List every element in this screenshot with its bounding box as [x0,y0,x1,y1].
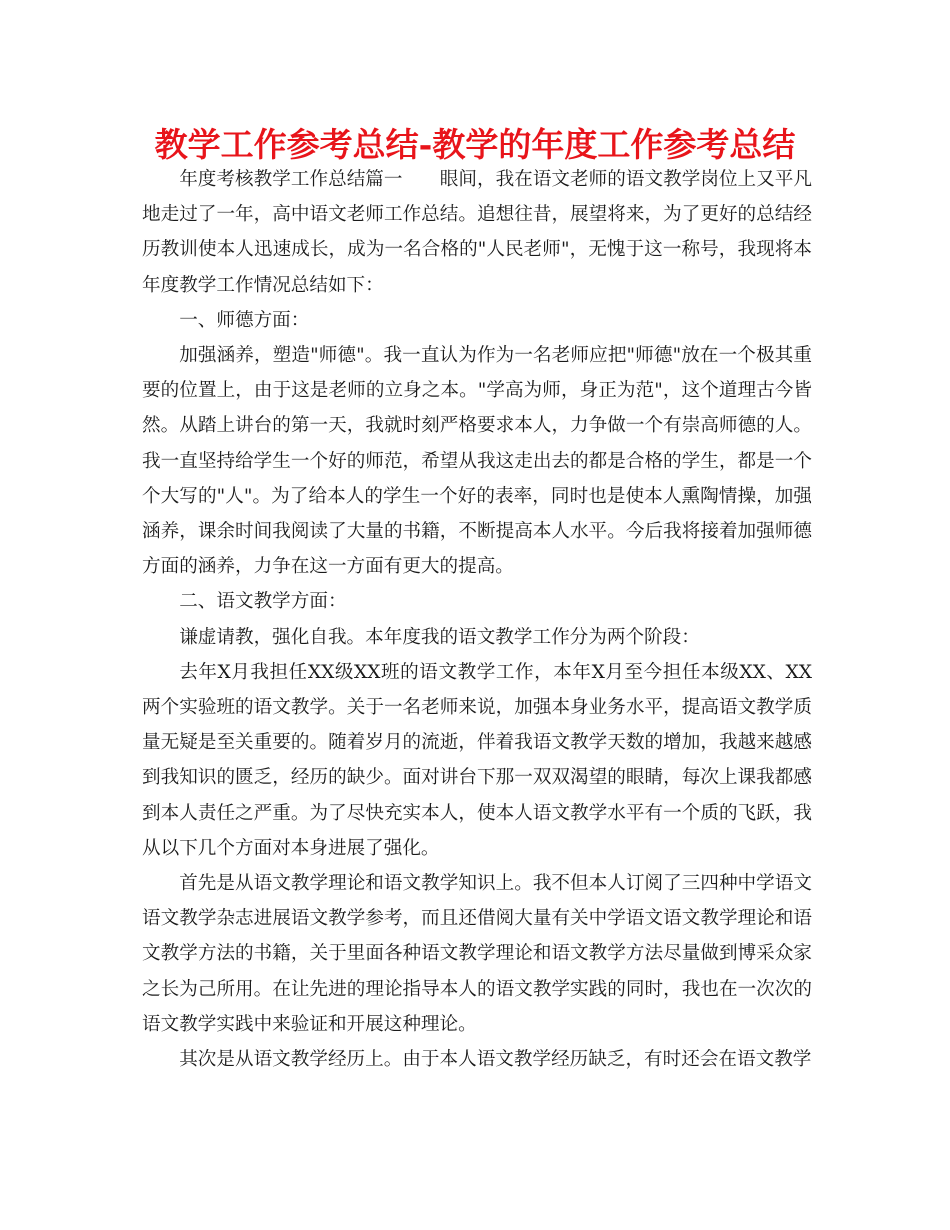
document-title: 教学工作参考总结-教学的年度工作参考总结 [154,125,796,164]
paragraph-teaching-stages: 去年X月我担任XX级XX班的语文教学工作，本年X月至今担任本级XX、XX两个实验班的语文教学。关于一名老师来说，加强本身业务水平，提高语文教学质量无疑是至关重要的。随着岁月的流逝，伴着我语文教学天数的增加，我越来越感到我知识的匮乏，经历的缺少。面对讲台下那一双双渴望的眼睛，每次上课我都感到本人责任之严重。为了尽快充实本人，使本人语文教学水平有一个质的飞跃，我从以下几个方面对本身进展了强化。 [142,661,812,859]
paragraph-teaching-intro: 谦虚请教，强化自我。本年度我的语文教学工作分为两个阶段： [179,626,700,648]
paragraph-ethics: 加强涵养，塑造"师德"。我一直认为作为一名老师应把"师德"放在一个极其重要的位置上，由于这是老师的立身之本。"学高为师，身正为范"，这个道理古今皆然。从踏上讲台的第一天，我就时刻严格要求本人，力争做一个有崇高师德的人。我一直坚持给学生一个好的师范，希望从我这走出去的都是合格的学生，都是一个个大写的"人"。为了给本人的学生一个好的表率，同时也是使本人熏陶情操，加强涵养，课余时间我阅读了大量的书籍，不断提高本人水平。今后我将接着加强师德方面的涵养，力争在这一方面有更大的提高。 [142,345,812,578]
section-heading-ethics: 一、师德方面： [179,309,310,331]
paragraph-intro: 年度考核教学工作总结篇一 眼间，我在语文老师的语文教学岗位上又平凡地走过了一年，高中语文老师工作总结。追想往昔，展望将来，为了更好的总结经历教训使本人迅速成长，成为一名合格的"人民老师"，无愧于这一称号，我现将本年度教学工作情况总结如下： [142,169,812,296]
paragraph-experience: 其次是从语文教学经历上。由于本人语文教学经历缺乏，有时还会在语文教学 [179,1049,812,1071]
section-heading-teaching: 二、语文教学方面： [179,591,347,613]
document-body [142,162,812,1077]
paragraph-theory: 首先是从语文教学理论和语文教学知识上。我不但本人订阅了三四种中学语文语文教学杂志进展语文教学参考，而且还借阅大量有关中学语文语文教学理论和语文教学方法的书籍，关于里面各种语文教学理论和语文教学方法尽量做到博采众家之长为己所用。在让先进的理论指导本人的语文教学实践的同时，我也在一次次的语文教学实践中来验证和开展这种理论。 [142,873,812,1035]
